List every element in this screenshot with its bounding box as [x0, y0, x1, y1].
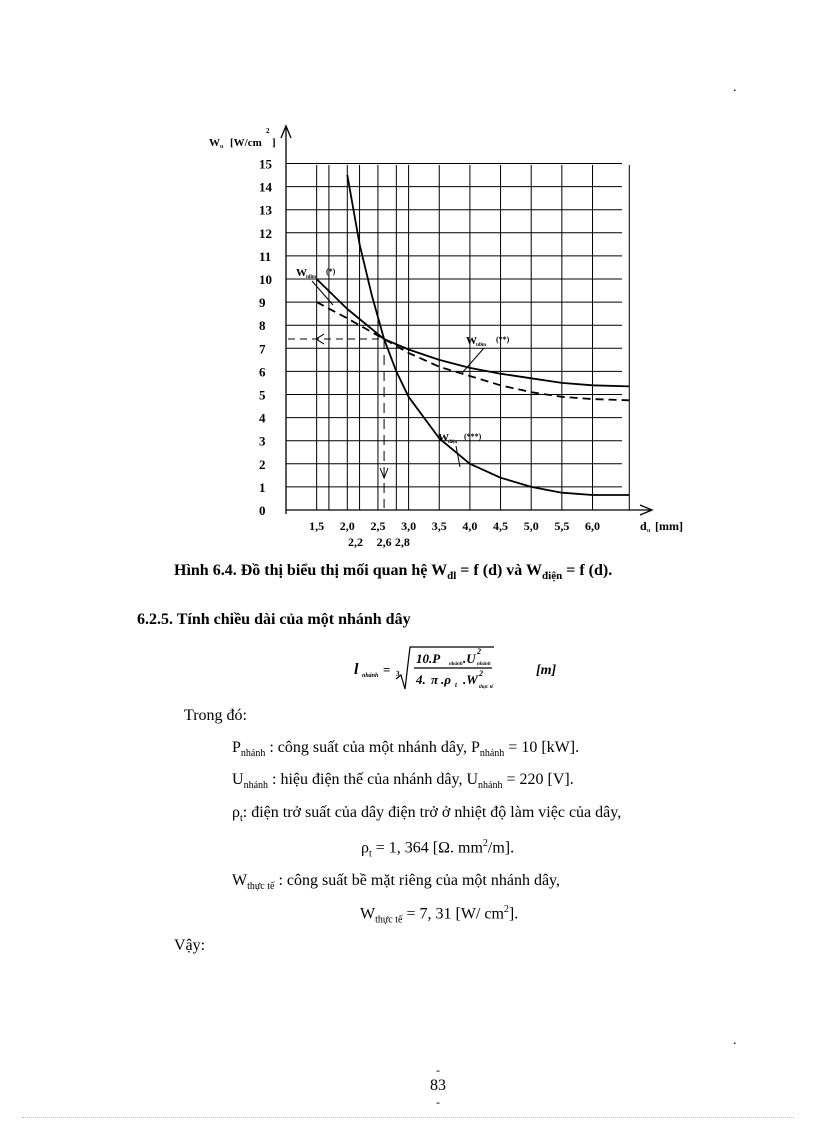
u-definition: $U_{nhánh}$ : hiệu điện thế của nhánh dây, $U_{nhánh} = 220$ [V].: [232, 771, 574, 792]
series-line-3: [347, 175, 629, 495]
corner-dot-top: .: [733, 80, 737, 95]
page-number: 83: [430, 1077, 446, 1094]
y-tick-label: 5: [259, 387, 266, 403]
series-label-tag-2: (**): [496, 335, 510, 344]
series-label-3: W: [438, 432, 449, 444]
x-tick-label: 3,0: [401, 519, 417, 533]
series-label-1: W: [296, 267, 307, 279]
svg-text:10.P: 10.P: [416, 651, 441, 666]
y-axis-unit: [W/cm: [230, 137, 262, 149]
intro-text: Trong đó:: [184, 707, 247, 724]
rho-definition: $\rho_t$: điện trở suất của dây điện trở ở nhiệt độ làm việc của dây,: [232, 804, 622, 825]
formula-unit: [m]: [536, 663, 557, 678]
x-tick-label-extra: 2,6: [376, 535, 392, 549]
x-tick-label-extra: 2,2: [348, 535, 364, 549]
y-tick-label: 11: [259, 248, 272, 264]
svg-text:2: 2: [477, 647, 481, 656]
x-tick-label: 4,5: [493, 519, 509, 533]
svg-text:nhánh: nhánh: [477, 662, 491, 667]
svg-text:2: 2: [479, 669, 483, 678]
y-tick-label: 9: [259, 295, 266, 311]
x-tick-label-extra: 2,8: [394, 535, 410, 549]
w-definition: $W_{thực tế}$ : công suất bề mặt riêng của một nhánh dây,: [232, 872, 561, 893]
p-definition: $P_{nhánh}$ : công suất của một nhánh dây, $P_{nhánh} = 10$ [kW].: [232, 739, 580, 760]
x-axis-label-sub: tt: [647, 529, 651, 534]
y-axis-unit-sup: 2: [266, 127, 270, 135]
series-label-sub-1: tđlm: [306, 275, 316, 280]
series-line-1: [317, 279, 630, 386]
svg-text:.U: .U: [463, 651, 476, 666]
formula-lhs: l: [354, 661, 359, 678]
formula-lhs-sub: nhánh: [362, 673, 379, 679]
x-tick-label: 1,5: [309, 519, 325, 533]
series-label-tag-1: (*): [326, 267, 336, 276]
chart-grid: [286, 164, 629, 511]
rho-value: $\rho_t = 1$, 364 [Ω. $mm^2/m$].: [361, 838, 515, 860]
page-number-dash-bottom: -: [436, 1095, 440, 1109]
x-tick-label: 5,0: [523, 519, 539, 533]
y-tick-label: 4: [259, 410, 266, 426]
formula-root-index: 3: [396, 670, 400, 678]
x-tick-label: 2,5: [370, 519, 386, 533]
y-tick-label: 1: [259, 479, 266, 495]
svg-text:thực tế: thực tế: [479, 685, 494, 690]
y-tick-label: 15: [259, 156, 272, 172]
y-axis-label-sub: tt: [220, 145, 224, 150]
x-tick-label: 5,5: [554, 519, 570, 533]
conclusion-text: Vậy:: [174, 937, 206, 954]
svg-text:π: π: [431, 672, 439, 687]
series-label-tag-3: (***): [464, 432, 482, 441]
y-tick-label: 12: [259, 225, 272, 241]
x-axis-unit: [mm]: [655, 519, 683, 533]
figure-caption: Hình 6.4. Đồ thị biểu thị mối quan hệ $W_{đl} = f$ (d) và $W_{điện} = f$ (d).: [174, 562, 613, 583]
y-tick-label: 0: [259, 503, 266, 518]
y-tick-label: 14: [259, 179, 272, 195]
section-heading: 6.2.5. Tính chiều dài của một nhánh dây: [137, 611, 411, 628]
series-label-sub-2: tđlm: [476, 343, 486, 348]
x-tick-label: 4,0: [462, 519, 478, 533]
svg-text:nhánh: nhánh: [449, 662, 463, 667]
y-axis-label: W: [209, 137, 220, 149]
w-value: $W_{thực tế} = 7$, 31 [W/ $cm^2$].: [360, 904, 519, 926]
svg-text:4.: 4.: [416, 672, 426, 687]
x-tick-label: 2,0: [339, 519, 355, 533]
series-label-sub-3: điện: [448, 440, 458, 445]
svg-text:.ρ: .ρ: [441, 672, 451, 687]
y-tick-label: 6: [259, 364, 266, 380]
chart: [0, 0, 816, 560]
x-tick-label: 6,0: [585, 519, 600, 533]
x-tick-label: 3,5: [431, 519, 447, 533]
corner-dot-bottom: .: [733, 1033, 737, 1048]
svg-text:.W: .W: [463, 672, 478, 687]
y-tick-label: 7: [259, 341, 266, 357]
y-tick-label: 2: [259, 456, 266, 472]
y-tick-label: 3: [259, 433, 266, 449]
svg-text:t: t: [455, 681, 457, 689]
x-axis-label: d: [640, 519, 647, 533]
formula-equals: =: [383, 662, 391, 677]
y-tick-label: 10: [259, 272, 272, 287]
page-number-dash-top: -: [436, 1063, 440, 1077]
y-axis-unit-close: ]: [272, 137, 276, 149]
y-tick-label: 13: [259, 202, 272, 218]
length-formula: [352, 641, 572, 693]
series-line-2: [317, 302, 630, 400]
y-tick-label: 8: [259, 318, 266, 334]
footer-rule: [22, 1117, 794, 1118]
series-label-2: W: [466, 335, 477, 347]
